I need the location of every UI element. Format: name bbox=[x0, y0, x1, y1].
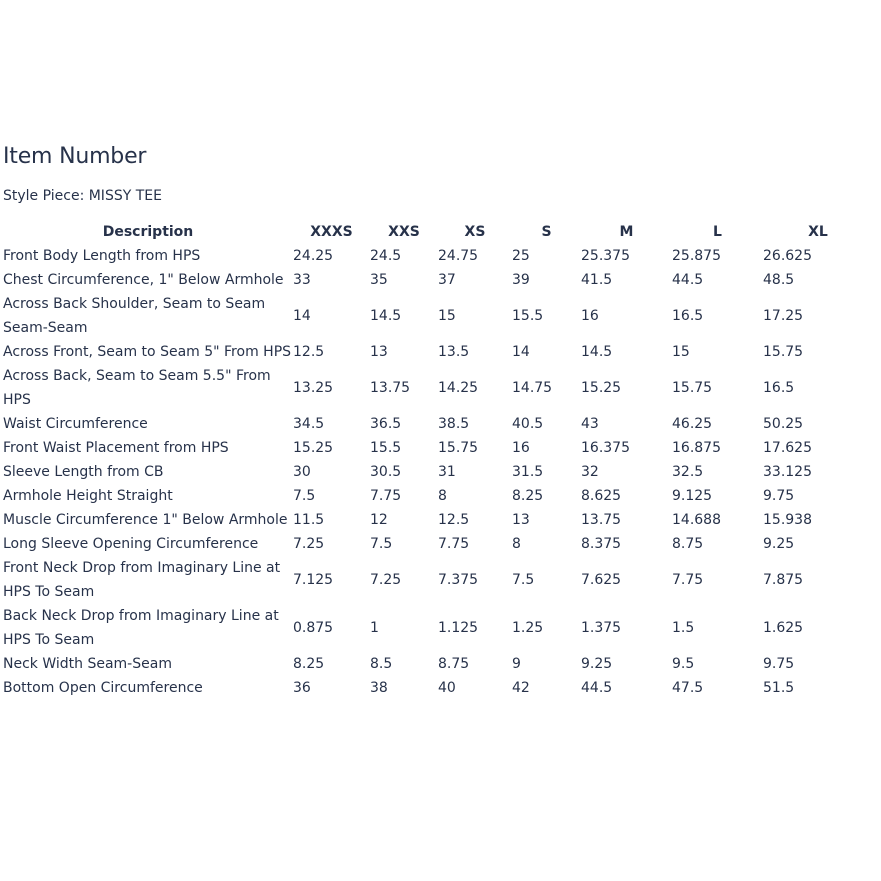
table-row bbox=[3, 484, 873, 508]
spec-sheet bbox=[3, 140, 873, 700]
measurement-value: 9.25 bbox=[763, 536, 795, 552]
measurement-value: 1.625 bbox=[763, 620, 804, 636]
measurement-value: 13 bbox=[370, 344, 388, 360]
measurement-description: Bottom Open Circumference bbox=[3, 680, 203, 696]
measurement-value: 24.75 bbox=[438, 248, 479, 264]
measurement-description: Waist Circumference bbox=[3, 416, 148, 432]
measurement-value: 7.75 bbox=[370, 488, 402, 504]
measurement-value: 7.5 bbox=[293, 488, 316, 504]
table-row bbox=[3, 676, 873, 700]
column-header-size: XXS bbox=[388, 224, 420, 240]
measurement-value: 33.125 bbox=[763, 464, 812, 480]
table-row bbox=[3, 436, 873, 460]
measurement-value: 15.938 bbox=[763, 512, 812, 528]
measurement-value: 36 bbox=[293, 680, 311, 696]
table-row bbox=[3, 364, 873, 412]
measurement-value: 15 bbox=[672, 344, 690, 360]
measurement-value: 15.5 bbox=[512, 308, 544, 324]
measurement-value: 40.5 bbox=[512, 416, 544, 432]
measurement-value: 16 bbox=[512, 440, 530, 456]
measurement-value: 32.5 bbox=[672, 464, 704, 480]
measurement-value: 14.5 bbox=[370, 308, 402, 324]
measurement-value: 7.25 bbox=[370, 572, 402, 588]
measurement-value: 31.5 bbox=[512, 464, 544, 480]
measurement-value: 8.75 bbox=[672, 536, 704, 552]
measurement-value: 17.625 bbox=[763, 440, 812, 456]
measurement-value: 9.125 bbox=[672, 488, 713, 504]
table-row bbox=[3, 412, 873, 436]
measurement-value: 13.25 bbox=[293, 380, 334, 396]
measurement-table bbox=[3, 220, 873, 700]
measurement-value: 51.5 bbox=[763, 680, 795, 696]
measurement-value: 8 bbox=[512, 536, 521, 552]
measurement-value: 36.5 bbox=[370, 416, 402, 432]
measurement-description: Back Neck Drop from Imaginary Line at HPS To Seam bbox=[3, 608, 279, 648]
measurement-value: 16 bbox=[581, 308, 599, 324]
column-header-size: XL bbox=[808, 224, 828, 240]
measurement-value: 15.25 bbox=[581, 380, 622, 396]
measurement-value: 14.25 bbox=[438, 380, 479, 396]
measurement-description: Front Neck Drop from Imaginary Line at HPS To Seam bbox=[3, 560, 281, 600]
table-row bbox=[3, 556, 873, 604]
measurement-description: Chest Circumference, 1" Below Armhole bbox=[3, 272, 284, 288]
measurement-value: 7.75 bbox=[672, 572, 704, 588]
measurement-value: 9.75 bbox=[763, 656, 795, 672]
measurement-value: 13.5 bbox=[438, 344, 470, 360]
measurement-description: Across Back, Seam to Seam 5.5" From HPS bbox=[3, 368, 271, 408]
column-header-size: XXXS bbox=[310, 224, 353, 240]
measurement-value: 9.25 bbox=[581, 656, 613, 672]
measurement-value: 25 bbox=[512, 248, 530, 264]
measurement-value: 1.5 bbox=[672, 620, 695, 636]
measurement-value: 9.75 bbox=[763, 488, 795, 504]
measurement-value: 16.5 bbox=[672, 308, 704, 324]
measurement-value: 43 bbox=[581, 416, 599, 432]
measurement-value: 13.75 bbox=[581, 512, 622, 528]
measurement-value: 15.75 bbox=[672, 380, 713, 396]
column-header-size: M bbox=[619, 224, 634, 240]
measurement-value: 24.25 bbox=[293, 248, 334, 264]
measurement-value: 7.625 bbox=[581, 572, 622, 588]
measurement-value: 15.75 bbox=[438, 440, 479, 456]
column-header-size: S bbox=[541, 224, 552, 240]
measurement-value: 17.25 bbox=[763, 308, 804, 324]
measurement-value: 25.375 bbox=[581, 248, 630, 264]
measurement-description: Long Sleeve Opening Circumference bbox=[3, 536, 259, 552]
measurement-value: 8.75 bbox=[438, 656, 470, 672]
measurement-value: 42 bbox=[512, 680, 530, 696]
measurement-value: 16.5 bbox=[763, 380, 795, 396]
measurement-value: 32 bbox=[581, 464, 599, 480]
page-title: Item Number bbox=[3, 144, 147, 169]
measurement-value: 12.5 bbox=[438, 512, 470, 528]
measurement-value: 15.25 bbox=[293, 440, 334, 456]
table-row bbox=[3, 508, 873, 532]
measurement-value: 24.5 bbox=[370, 248, 402, 264]
table-row bbox=[3, 244, 873, 268]
measurement-value: 39 bbox=[512, 272, 530, 288]
measurement-description: Sleeve Length from CB bbox=[3, 464, 164, 480]
measurement-value: 14.5 bbox=[581, 344, 613, 360]
measurement-value: 7.125 bbox=[293, 572, 334, 588]
table-header-row bbox=[3, 220, 873, 244]
measurement-value: 14 bbox=[512, 344, 530, 360]
measurement-value: 26.625 bbox=[763, 248, 812, 264]
table-row bbox=[3, 460, 873, 484]
measurement-value: 44.5 bbox=[672, 272, 704, 288]
measurement-value: 8.375 bbox=[581, 536, 622, 552]
measurement-value: 25.875 bbox=[672, 248, 721, 264]
measurement-value: 12.5 bbox=[293, 344, 325, 360]
column-header-size: XS bbox=[464, 224, 486, 240]
measurement-value: 50.25 bbox=[763, 416, 804, 432]
measurement-value: 1.125 bbox=[438, 620, 479, 636]
measurement-value: 1.25 bbox=[512, 620, 544, 636]
measurement-description: Neck Width Seam-Seam bbox=[3, 656, 172, 672]
measurement-value: 35 bbox=[370, 272, 388, 288]
measurement-value: 1.375 bbox=[581, 620, 622, 636]
measurement-value: 11.5 bbox=[293, 512, 325, 528]
measurement-value: 34.5 bbox=[293, 416, 325, 432]
measurement-value: 41.5 bbox=[581, 272, 613, 288]
table-row bbox=[3, 604, 873, 652]
measurement-value: 16.875 bbox=[672, 440, 721, 456]
measurement-value: 8.25 bbox=[293, 656, 325, 672]
measurement-value: 8.5 bbox=[370, 656, 393, 672]
measurement-value: 8.25 bbox=[512, 488, 544, 504]
measurement-value: 7.375 bbox=[438, 572, 479, 588]
column-header-size: L bbox=[713, 224, 722, 240]
measurement-description: Front Waist Placement from HPS bbox=[3, 440, 229, 456]
measurement-value: 38 bbox=[370, 680, 388, 696]
measurement-value: 7.875 bbox=[763, 572, 804, 588]
column-header-description: Description bbox=[102, 224, 194, 240]
measurement-value: 46.25 bbox=[672, 416, 713, 432]
measurement-value: 14.688 bbox=[672, 512, 721, 528]
measurement-value: 37 bbox=[438, 272, 456, 288]
measurement-value: 13.75 bbox=[370, 380, 411, 396]
measurement-value: 30.5 bbox=[370, 464, 402, 480]
table-row bbox=[3, 652, 873, 676]
style-piece-label: Style Piece: MISSY TEE bbox=[3, 188, 162, 204]
measurement-value: 12 bbox=[370, 512, 388, 528]
measurement-value: 30 bbox=[293, 464, 311, 480]
measurement-value: 15.5 bbox=[370, 440, 402, 456]
measurement-value: 8.625 bbox=[581, 488, 622, 504]
measurement-description: Across Back Shoulder, Seam to Seam Seam-Seam bbox=[3, 296, 266, 336]
measurement-value: 9 bbox=[512, 656, 521, 672]
measurement-value: 15 bbox=[438, 308, 456, 324]
measurement-value: 40 bbox=[438, 680, 456, 696]
measurement-description: Front Body Length from HPS bbox=[3, 248, 201, 264]
measurement-value: 9.5 bbox=[672, 656, 695, 672]
measurement-description: Armhole Height Straight bbox=[3, 488, 173, 504]
measurement-value: 31 bbox=[438, 464, 456, 480]
measurement-value: 1 bbox=[370, 620, 379, 636]
measurement-value: 33 bbox=[293, 272, 311, 288]
table-row bbox=[3, 532, 873, 556]
table-body bbox=[3, 244, 873, 700]
measurement-description: Muscle Circumference 1" Below Armhole bbox=[3, 512, 288, 528]
measurement-value: 16.375 bbox=[581, 440, 630, 456]
measurement-value: 38.5 bbox=[438, 416, 470, 432]
measurement-value: 7.5 bbox=[370, 536, 393, 552]
measurement-value: 7.5 bbox=[512, 572, 535, 588]
measurement-value: 47.5 bbox=[672, 680, 704, 696]
measurement-description: Across Front, Seam to Seam 5" From HPS bbox=[3, 344, 292, 360]
measurement-value: 7.25 bbox=[293, 536, 325, 552]
table-row bbox=[3, 292, 873, 340]
measurement-value: 7.75 bbox=[438, 536, 470, 552]
measurement-value: 48.5 bbox=[763, 272, 795, 288]
measurement-value: 44.5 bbox=[581, 680, 613, 696]
measurement-value: 14.75 bbox=[512, 380, 553, 396]
table-row bbox=[3, 268, 873, 292]
measurement-value: 0.875 bbox=[293, 620, 334, 636]
measurement-value: 8 bbox=[438, 488, 447, 504]
measurement-value: 13 bbox=[512, 512, 530, 528]
table-row bbox=[3, 340, 873, 364]
measurement-value: 15.75 bbox=[763, 344, 804, 360]
measurement-value: 14 bbox=[293, 308, 311, 324]
